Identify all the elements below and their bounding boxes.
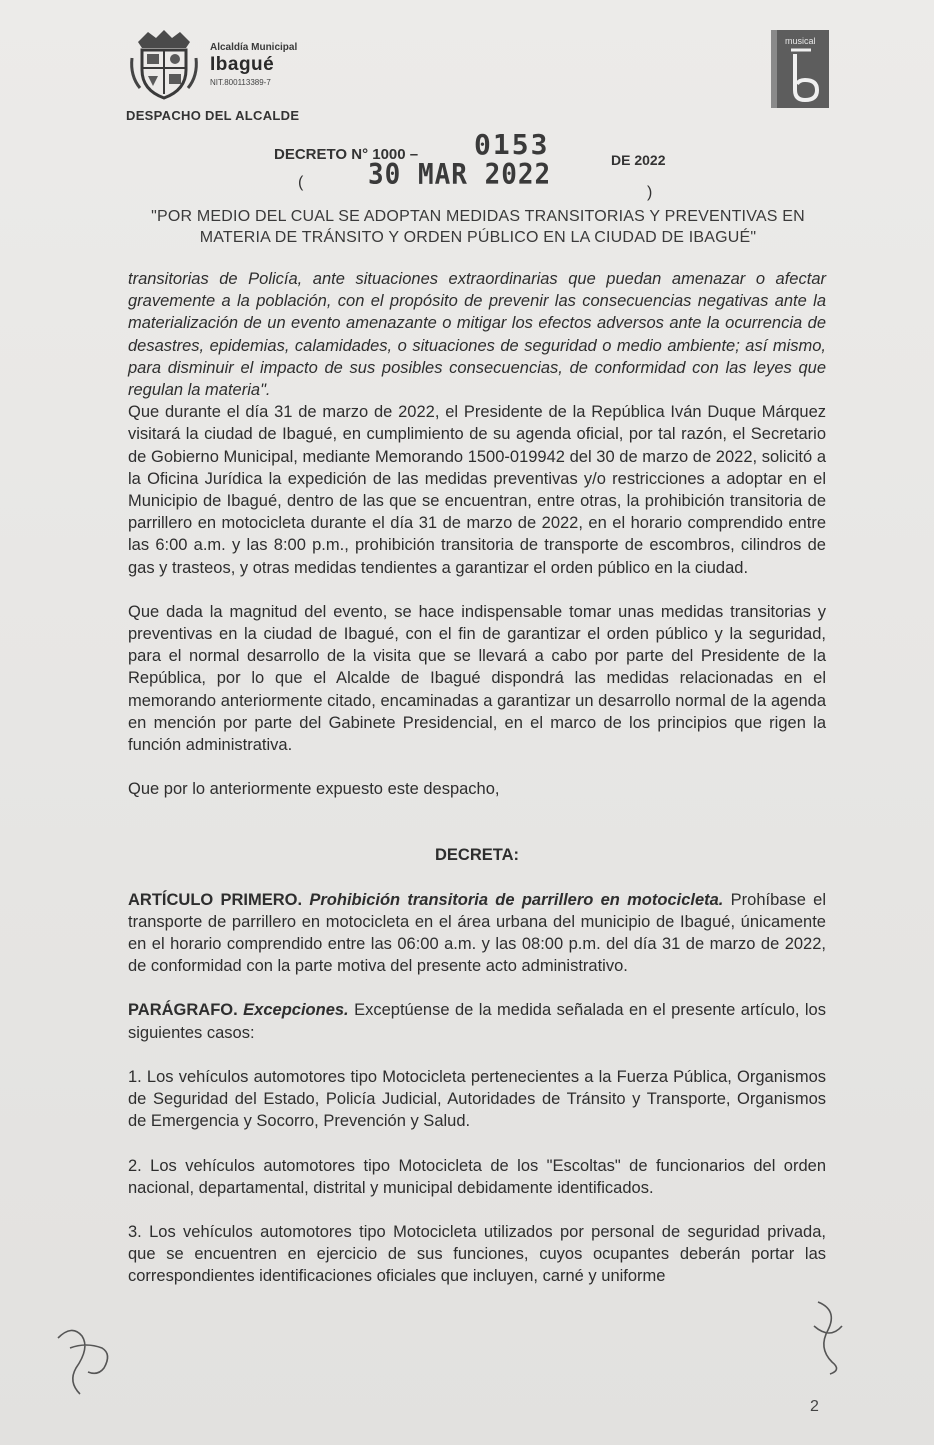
musical-city-logo-icon — [771, 30, 829, 108]
quote-continuation: transitorias de Policía, ante situaciones extraordinarias que puedan amenazar o afectar gravemente a la población, con el propósito de prevenir las consecuencias negativas ante la materialización de un evento amenazante o mitigar los efectos adversos ante la ocurrencia de desastres, epidemias, calamidades, o situaciones de seguridad o medio ambiente; así mismo, para disminuir el impacto de sus posibles consecuencias, de conformidad con las leyes que regulan la materia". — [128, 270, 826, 400]
decree-stamped-date: 30 MAR 2022 — [368, 158, 552, 192]
paragraph-text: Exceptúense de la medida señalada en el presente artículo, los siguientes casos: — [128, 1001, 826, 1042]
article-one-title: Prohibición transitoria de parrillero en motocicleta. — [309, 890, 724, 909]
decree-label: DECRETO N° 1000 – — [274, 146, 419, 163]
municipality-header — [210, 42, 297, 87]
decree-year: DE 2022 — [611, 152, 666, 168]
page-number: 2 — [810, 1398, 819, 1415]
municipal-crest-icon — [128, 28, 200, 100]
org-nit: NIT.800113389-7 — [210, 78, 271, 87]
exception-item: 3. Los vehículos automotores tipo Motocicleta utilizados por personal de seguridad privada, que se encuentren en ejercicio de sus funciones, cuyos ocupantes deberán portar las correspondientes identificaciones oficiales que incluyen, carné y uniforme — [128, 1222, 826, 1286]
paragraph-exceptions — [128, 999, 826, 1043]
article-one-label: ARTÍCULO PRIMERO. — [128, 890, 303, 909]
right-signature-mark — [808, 1296, 848, 1376]
exception-item: 2. Los vehículos automotores tipo Motocicleta de los "Escoltas" de funcionarios del orden nacional, departamental, distrital y municipal debidamente identificados. — [128, 1156, 826, 1197]
decree-body — [128, 268, 826, 1288]
org-name: Ibagué — [210, 54, 275, 75]
left-signature-mark — [52, 1318, 116, 1398]
paragraph-title: Excepciones. — [243, 1001, 349, 1020]
logo-text: musical — [785, 36, 816, 46]
consideration-closing: Que por lo anteriormente expuesto este despacho, — [128, 780, 500, 799]
decreta-heading: DECRETA: — [434, 846, 520, 865]
exception-item: 1. Los vehículos automotores tipo Motocicleta pertenecientes a la Fuerza Pública, Organismos de Seguridad del Estado, Policía Judicial, Autoridades de Tránsito y Transporte, Organismos de Emergencia y Socorro, Prevención y Salud. — [128, 1067, 826, 1131]
office-label: DESPACHO DEL ALCALDE — [126, 108, 300, 123]
open-paren: ( — [298, 174, 304, 191]
article-one — [128, 889, 826, 978]
article-one-text: Prohíbase el transporte de parrillero en motocicleta en el área urbana del municipio de Ibagué, únicamente en el horario comprendido entre las 06:00 a.m. y las 08:00 p.m. del día 31 de marzo de 2022, de conformidad con la parte motiva del presente acto administrativo. — [128, 890, 826, 976]
paragraph-label: PARÁGRAFO. — [128, 1001, 238, 1020]
consideration-paragraph: Que dada la magnitud del evento, se hace indispensable tomar unas medidas transitorias y preventivas en la ciudad de Ibagué, con el fin de garantizar el orden público y la seguridad, para el normal desarrollo de la visita que se llevará a cabo por parte del Presidente de la República, por lo que el Alcalde de Ibagué dispondrá las medidas relacionadas en el memorando anteriormente citado, encaminadas a garantizar un desarrollo normal de la agenda en mención por parte del Gabinete Presidencial, en el marco de los principios que rigen la función administrativa. — [128, 602, 826, 755]
close-paren: ) — [647, 184, 653, 201]
decree-title: "POR MEDIO DEL CUAL SE ADOPTAN MEDIDAS TRANSITORIAS Y PREVENTIVAS EN MATERIA DE TRÁNSITO Y ORDEN PÚBLICO EN LA CIUDAD DE IBAGUÉ" — [151, 208, 805, 246]
consideration-paragraph: Que durante el día 31 de marzo de 2022, el Presidente de la República Iván Duque Márquez visitará la ciudad de Ibagué, en cumplimiento de su agenda oficial, por tal razón, el Secretario de Gobierno Municipal, mediante Memorando 1500-019942 del 30 de marzo de 2022, solicitó a la Oficina Jurídica la expedición de las medidas preventivas y/o restricciones a adoptar en el Municipio de Ibagué, dentro de las que se encuentran, entre otras, la prohibición transitoria de parrillero en motocicleta durante el día 31 de marzo de 2022, en el horario comprendido entre las 6:00 a.m. y las 8:00 p.m., prohibición transitoria de transporte de escombros, cilindros de gas y trasteos, y otras medidas tendientes a garantizar el orden público en la ciudad. — [128, 403, 826, 577]
decree-stamped-number: 0153 — [474, 128, 550, 161]
org-line: Alcaldía Municipal — [210, 42, 298, 53]
